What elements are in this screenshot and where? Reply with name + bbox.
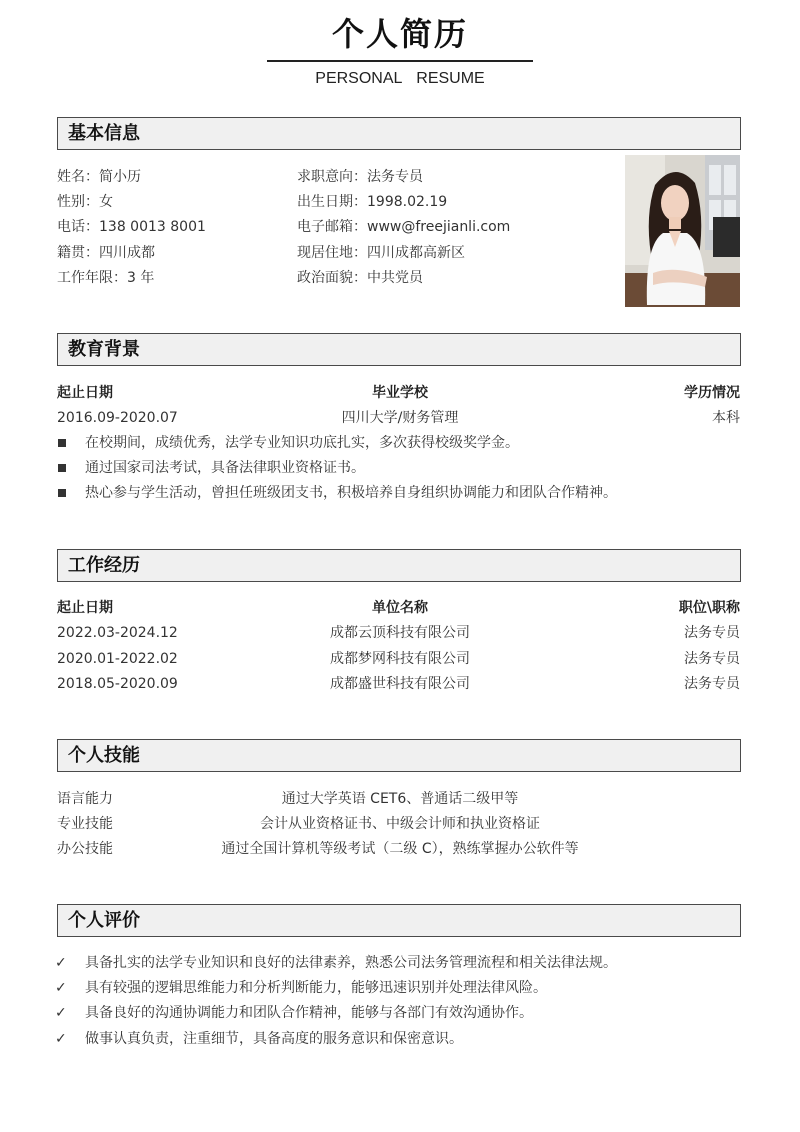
work-company: 成都云顶科技有限公司	[330, 625, 470, 641]
check-icon: ✓	[55, 1005, 67, 1021]
section-title: 个人评价	[68, 910, 140, 931]
section-evaluation	[57, 904, 741, 937]
square-bullet-icon	[58, 439, 66, 447]
info-phone: 电话：138 0013 8001	[57, 219, 206, 235]
list-item: 通过国家司法考试，具备法律职业资格证书。	[85, 460, 365, 476]
section-title: 工作经历	[68, 555, 140, 576]
edu-date: 2016.09-2020.07	[57, 410, 178, 426]
skill-detail: 通过大学英语 CET6、普通话二级甲等	[281, 791, 519, 807]
check-icon: ✓	[55, 955, 67, 971]
work-company: 成都梦网科技有限公司	[330, 651, 470, 667]
edu-school: 四川大学/财务管理	[341, 410, 459, 426]
info-email: 电子邮箱：www@freejianli.com	[297, 219, 511, 235]
check-icon: ✓	[55, 980, 67, 996]
skill-label: 办公技能	[57, 841, 113, 857]
work-date: 2018.05-2020.09	[57, 676, 178, 692]
list-item: 做事认真负责，注重细节，具备高度的服务意识和保密意识。	[85, 1031, 463, 1047]
list-item: 在校期间，成绩优秀，法学专业知识功底扎实，多次获得校级奖学金。	[85, 435, 519, 451]
section-title: 基本信息	[68, 123, 140, 144]
section-work	[57, 549, 741, 582]
work-header-date: 起止日期	[57, 600, 113, 616]
work-date: 2020.01-2022.02	[57, 651, 178, 667]
work-position: 法务专员	[684, 625, 740, 641]
info-political-status: 政治面貌：中共党员	[297, 270, 423, 286]
edu-degree: 本科	[712, 410, 740, 426]
edu-header-degree: 学历情况	[684, 385, 740, 401]
skill-label: 语言能力	[57, 791, 113, 807]
work-position: 法务专员	[684, 651, 740, 667]
title-divider	[267, 60, 533, 62]
info-name: 姓名：简小历	[57, 169, 141, 185]
list-item: 热心参与学生活动，曾担任班级团支书，积极培养自身组织协调能力和团队合作精神。	[85, 485, 617, 501]
info-gender: 性别：女	[57, 194, 113, 210]
edu-header-date: 起止日期	[57, 385, 113, 401]
info-residence: 现居住地：四川成都高新区	[297, 245, 465, 261]
page-title: 个人简历	[331, 15, 468, 53]
section-skills	[57, 739, 741, 772]
list-item: 具有较强的逻辑思维能力和分析判断能力，能够迅速识别并处理法律风险。	[85, 980, 547, 996]
square-bullet-icon	[58, 489, 66, 497]
info-native-place: 籍贯：四川成都	[57, 245, 155, 261]
section-education	[57, 333, 741, 366]
square-bullet-icon	[58, 464, 66, 472]
section-title: 个人技能	[68, 745, 140, 766]
skill-label: 专业技能	[57, 816, 113, 832]
section-basic-info	[57, 117, 741, 150]
profile-photo	[625, 155, 740, 307]
work-header-title: 职位\职称	[678, 600, 740, 616]
work-date: 2022.03-2024.12	[57, 625, 178, 641]
section-title: 教育背景	[68, 339, 140, 360]
info-job-intention: 求职意向：法务专员	[297, 169, 423, 185]
list-item: 具备良好的沟通协调能力和团队合作精神，能够与各部门有效沟通协作。	[85, 1005, 533, 1021]
skill-detail: 通过全国计算机等级考试（二级 C），熟练掌握办公软件等	[221, 841, 579, 857]
check-icon: ✓	[55, 1031, 67, 1047]
work-header-company: 单位名称	[372, 600, 428, 616]
skill-detail: 会计从业资格证书、中级会计师和执业资格证	[260, 816, 540, 832]
info-birth-date: 出生日期：1998.02.19	[297, 194, 448, 210]
list-item: 具备扎实的法学专业知识和良好的法律素养，熟悉公司法务管理流程和相关法律法规。	[85, 955, 617, 971]
page-subtitle: PERSONAL RESUME	[315, 70, 485, 87]
work-company: 成都盛世科技有限公司	[330, 676, 470, 692]
info-work-years: 工作年限：3 年	[57, 270, 155, 286]
work-position: 法务专员	[684, 676, 740, 692]
edu-header-school: 毕业学校	[372, 385, 428, 401]
